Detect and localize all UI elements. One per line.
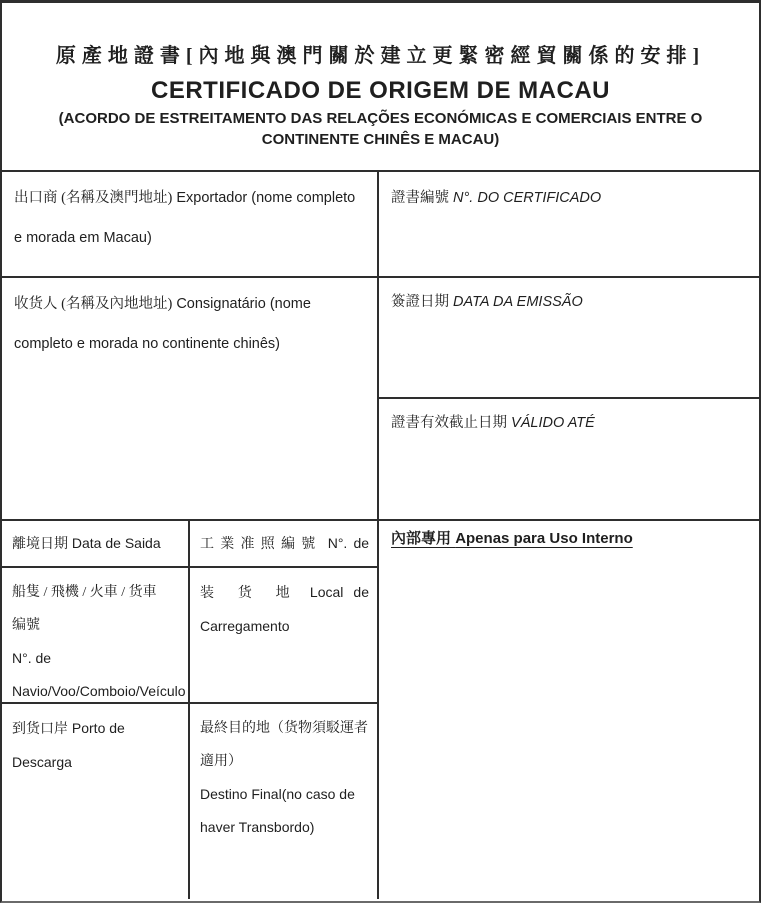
consignee-label-zh: 收货人 (名稱及內地地址) [14,296,173,312]
certificate-number-cell [379,172,759,278]
loading-place-label-pt: Local de Carregamento [200,584,370,634]
vehicle-number-zh-line1: 船隻 / 飛機 / 火車 / 货車 [12,585,157,600]
industrial-licence-label-zh: 工業准照編號 [200,537,322,552]
internal-use-cell [379,521,759,899]
form-subtitle: (ACORDO DE ESTREITAMENTO DAS RELAÇÕES ECONÓMICAS E COMERCIAIS ENTRE O CONTINENTE CHINÊS E MACAU) [58,110,703,148]
issue-date-cell [379,278,759,399]
consignee-cell [2,278,377,521]
industrial-licence-label-pt: N°. de [327,535,370,551]
industrial-licence-cell [190,521,377,568]
certificate-number-label-zh: 證書編號 [391,190,449,206]
loading-place-cell [190,568,377,704]
valid-until-cell [379,399,759,521]
form-title-chinese: 原產地證書[內地與澳門關於建立更緊密經貿關係的安排] [55,45,706,67]
right-column [379,172,759,899]
internal-use-label-zh: 內部專用 [391,531,452,547]
final-destination-cell [190,704,377,899]
loading-place-label-zh: 装 货 地 [200,586,300,601]
vehicle-number-zh-line2: 编號 [12,618,40,633]
row-departure-licence [2,521,377,568]
exporter-label-pt: Exportador (nome completo e morada em Macau) [14,190,356,246]
certificate-number-label-pt: N°. DO CERTIFICADO [453,190,602,206]
issue-date-label-pt: DATA DA EMISSÃO [453,294,583,310]
final-destination-label-pt: Destino Final(no caso de haver Transbordo) [200,786,355,835]
vehicle-number-pt-line2: Navio/Voo/Comboio/Veículo [12,683,186,699]
discharge-port-cell [2,704,190,899]
form-header [2,3,759,172]
valid-until-label-pt: VÁLIDO ATÉ [511,415,595,431]
exporter-cell [2,172,377,278]
row-vehicle-loading [2,568,377,704]
form-title-portuguese: CERTIFICADO DE ORIGEM DE MACAU [151,77,610,104]
final-destination-label-zh: 最終目的地（货物須駁運者適用） [200,721,368,769]
vehicle-number-cell [2,568,190,704]
exporter-label-zh: 出口商 (名稱及澳門地址) [14,190,173,206]
issue-date-label-zh: 簽證日期 [391,294,449,310]
valid-until-label-zh: 證書有效截止日期 [391,415,507,431]
form-body [2,172,759,899]
departure-date-label-pt: Data de Saida [71,535,161,551]
left-column [2,172,379,899]
discharge-port-label-pt: Porto de Descarga [12,720,125,770]
departure-date-label-zh: 離境日期 [12,537,68,552]
departure-date-cell [2,521,190,568]
row-port-destination [2,704,377,899]
consignee-label-pt: Consignatário (nome completo e morada no continente chinês) [14,296,311,352]
vehicle-number-pt-line1: N°. de [12,650,52,666]
internal-use-label-pt: Apenas para Uso Interno [455,530,633,547]
discharge-port-label-zh: 到货口岸 [12,722,68,737]
